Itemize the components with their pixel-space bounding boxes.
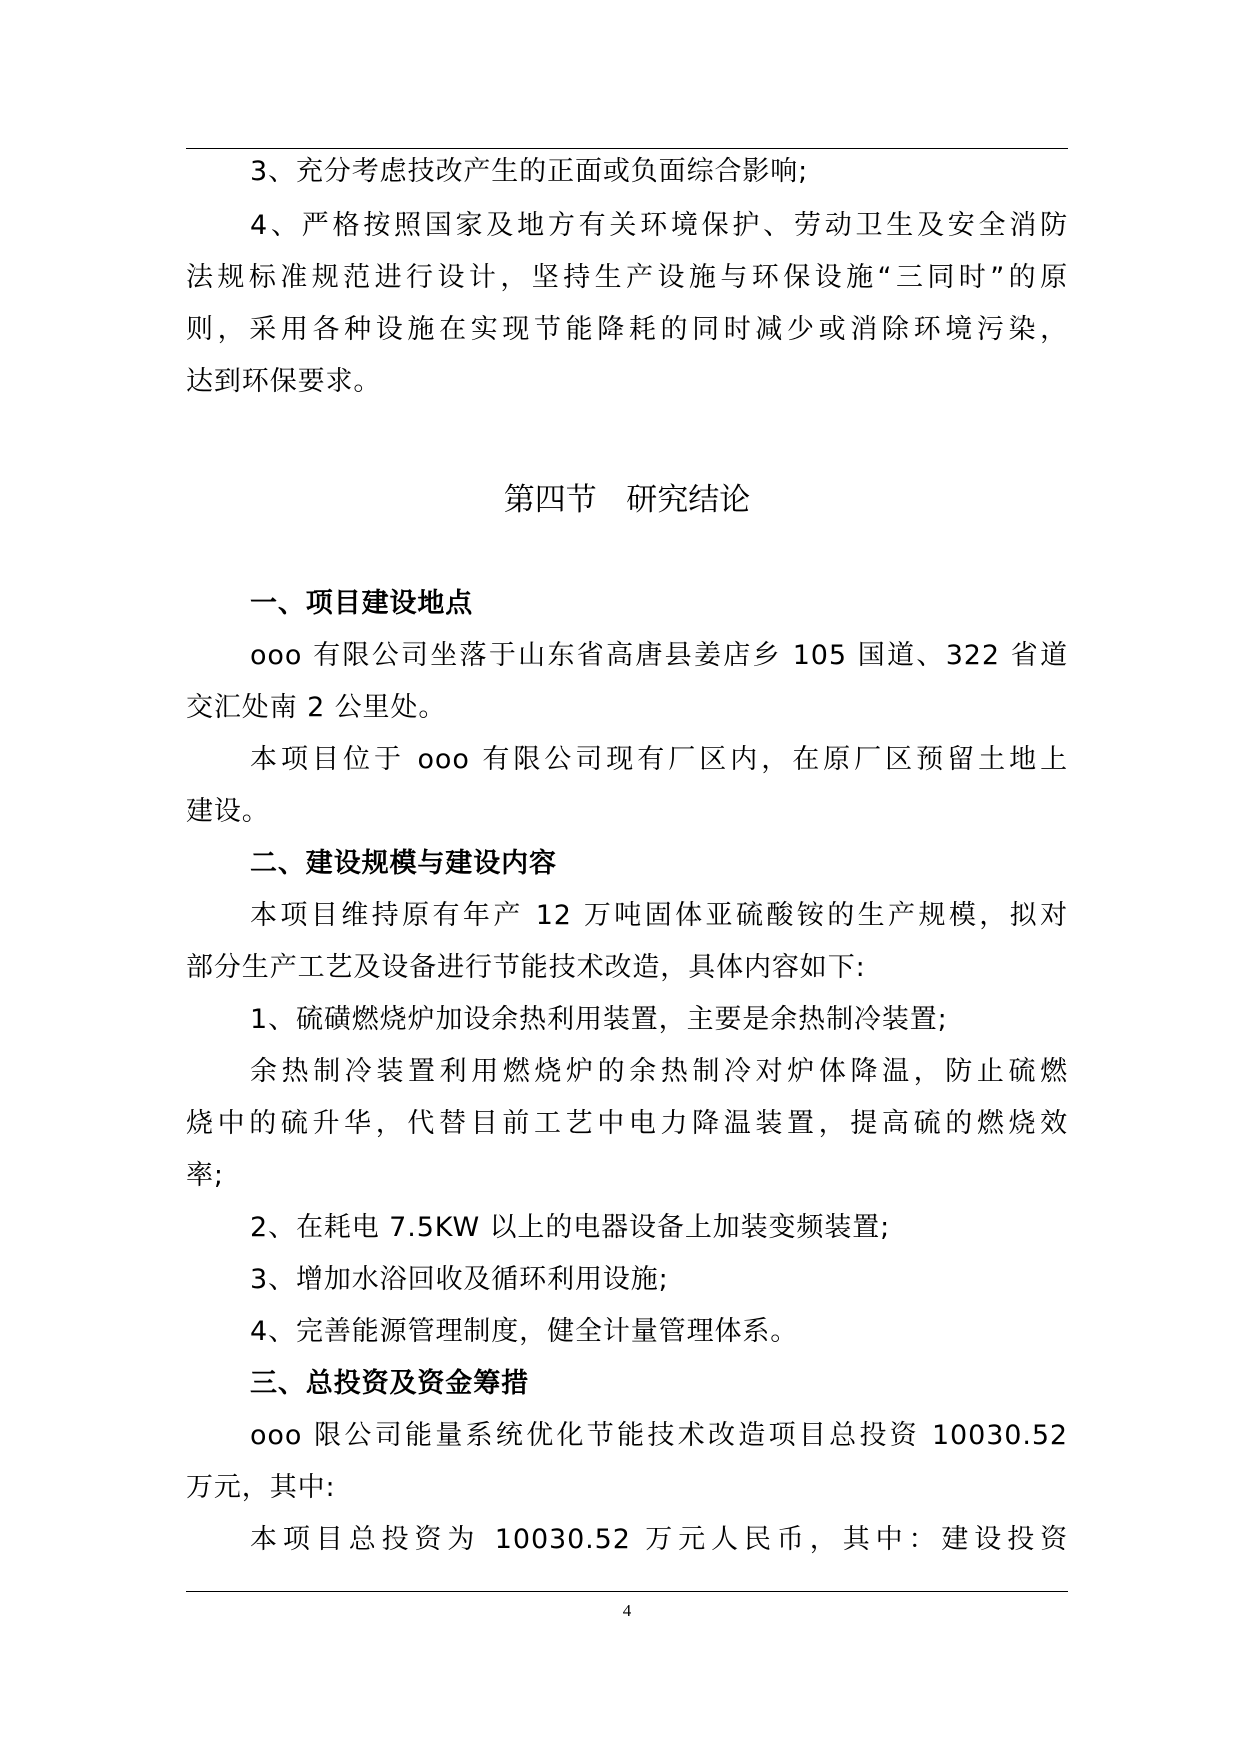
paragraph-line: ooo 有限公司坐落于山东省高唐县姜店乡 105 国道、322 省道 <box>250 640 1068 671</box>
list-item: 2、在耗电 7.5KW 以上的电器设备上加装变频装置; <box>250 1212 891 1243</box>
paragraph-line: 本项目维持原有年产 12 万吨固体亚硫酸铵的生产规模，拟对 <box>250 900 1068 931</box>
list-item: 4、完善能源管理制度，健全计量管理体系。 <box>250 1316 799 1347</box>
list-item: 1、硫磺燃烧炉加设余热利用装置，主要是余热制冷装置; <box>250 1004 948 1035</box>
paragraph-line: 万元，其中: <box>186 1472 336 1503</box>
paragraph-line: 余热制冷装置利用燃烧炉的余热制冷对炉体降温，防止硫燃 <box>250 1056 1068 1087</box>
paragraph-line: 部分生产工艺及设备进行节能技术改造，具体内容如下: <box>186 952 866 983</box>
list-item-4-line-4: 达到环保要求。 <box>186 366 382 397</box>
heading-project-location: 一、项目建设地点 <box>250 588 474 619</box>
paragraph-line: 烧中的硫升华，代替目前工艺中电力降温装置，提高硫的燃烧效 <box>186 1108 1068 1139</box>
page-number: 4 <box>622 1601 632 1620</box>
list-item-3: 3、充分考虑技改产生的正面或负面综合影响; <box>250 156 809 187</box>
list-item-4-line-2: 法规标准规范进行设计，坚持生产设施与环保设施“三同时”的原 <box>186 262 1068 293</box>
paragraph-line: 交汇处南 2 公里处。 <box>186 692 447 723</box>
list-item-4-line-3: 则，采用各种设施在实现节能降耗的同时减少或消除环境污染， <box>186 314 1068 345</box>
paragraph-line: 本项目总投资为 10030.52 万元人民币，其中：建设投资 <box>250 1524 1068 1555</box>
paragraph-line: ooo 限公司能量系统优化节能技术改造项目总投资 10030.52 <box>250 1420 1068 1451</box>
footer-rule <box>186 1591 1068 1592</box>
paragraph-line: 建设。 <box>186 796 270 827</box>
heading-investment: 三、总投资及资金筹措 <box>250 1368 529 1399</box>
heading-scale-and-content: 二、建设规模与建设内容 <box>250 848 557 879</box>
paragraph-line: 本项目位于 ooo 有限公司现有厂区内，在原厂区预留土地上 <box>250 744 1068 775</box>
list-item: 3、增加水浴回收及循环利用设施; <box>250 1264 669 1295</box>
list-item-4-line-1: 4、严格按照国家及地方有关环境保护、劳动卫生及安全消防 <box>250 210 1068 241</box>
section-title: 第四节 研究结论 <box>503 482 751 518</box>
paragraph-line: 率; <box>186 1160 224 1191</box>
